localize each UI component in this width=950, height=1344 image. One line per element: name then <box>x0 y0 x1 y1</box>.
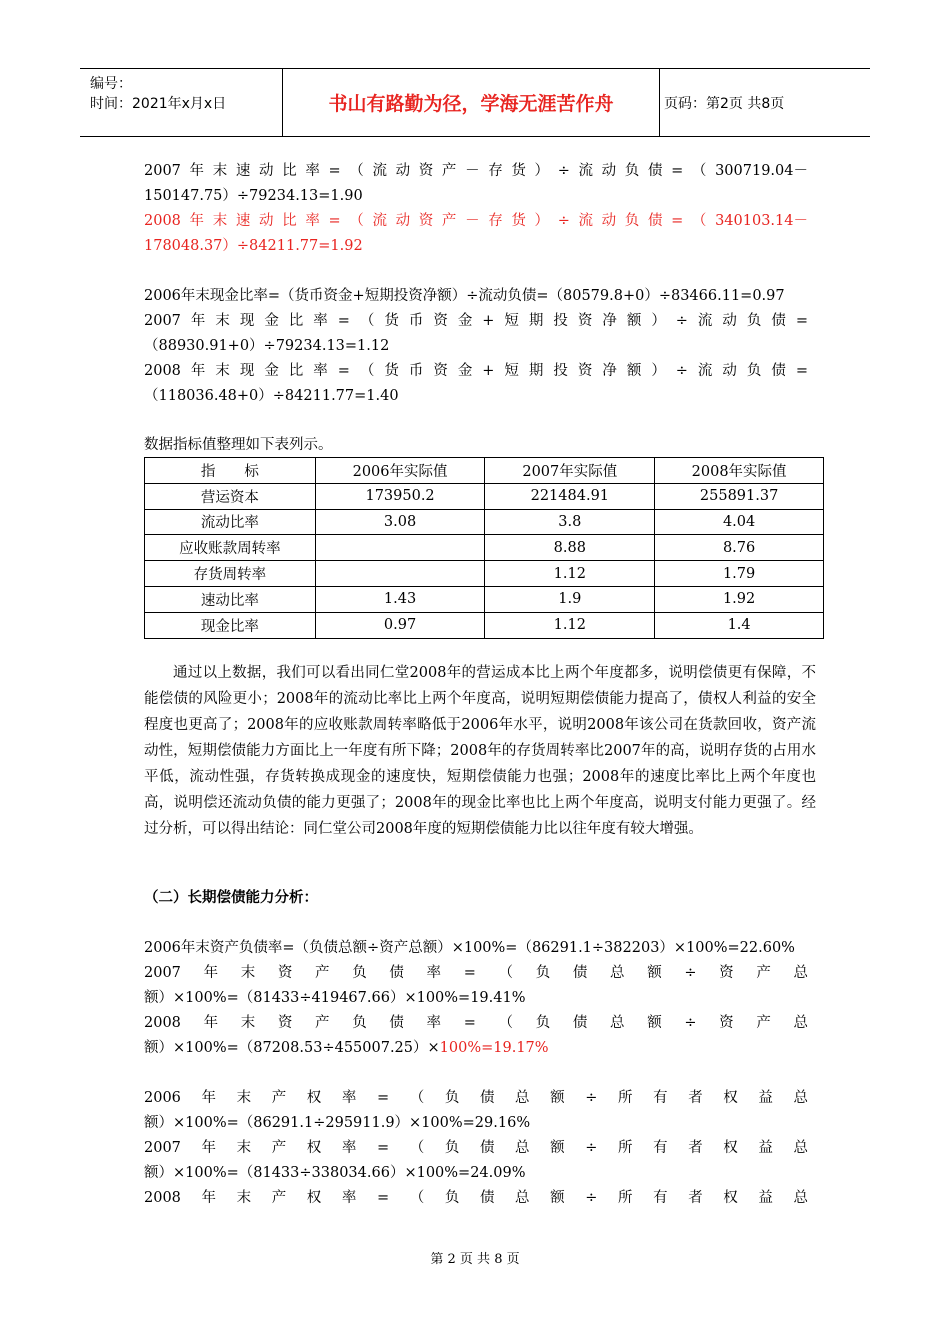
table-cell <box>315 561 485 587</box>
analysis-paragraph: 通过以上数据，我们可以看出同仁堂2008年的营运成本比上两个年度都多，说明偿债更有保障，不能偿债的风险更小；2008年的流动比率比上两个年度高，说明短期偿债能力提高了，债权人利益的安全程度也更高了；2008年的应收账款周转率略低于2006年水平，说明2008年该公司在货款回收，资产流动性，短期偿债能力方面比上一年度有所下降；2008年的存货周转率比2007年的高，说明存货的占用水平低，流动性强，存货转换成现金的速度快，短期偿债能力也强；2008年的速度比率比上两个年度也高，说明偿还流动负债的能力更强了；2008年的现金比率也比上两个年度高，说明支付能力更强了。经过分析，可以得出结论：同仁堂公司2008年度的短期偿债能力比以往年度有较大增强。 <box>144 665 816 837</box>
motto: 书山有路勤为径，学海无涯苦作舟 <box>282 69 660 136</box>
table-cell: 1.12 <box>485 561 655 587</box>
table-row <box>145 612 824 638</box>
table-row <box>145 561 824 587</box>
debt-ratio-2008-line2 <box>144 1038 808 1058</box>
debt-ratio-2007-line2: 额）×100%=（81433÷419467.66）×100%=19.41% <box>144 990 526 1006</box>
equity-ratio-2007-line1: 2007年末产权率=（负债总额÷所有者权益总 <box>144 1140 808 1156</box>
table-cell: 1.4 <box>655 612 824 638</box>
column-header: 指 标 <box>145 458 316 484</box>
table-cell: 1.43 <box>315 586 485 612</box>
table-cell: 3.08 <box>315 509 485 535</box>
equity-ratio-2007-line2: 额）×100%=（81433÷338034.66）×100%=24.09% <box>144 1165 526 1181</box>
debt-ratio-2008-text: 额）×100%=（87208.53÷455007.25）× <box>144 1040 440 1056</box>
debt-ratio-2006: 2006年末资产负债率=（负债总额÷资产总额）×100%=（86291.1÷382203）×100%=22.60% <box>144 940 795 956</box>
table-row <box>145 509 824 535</box>
table-caption: 数据指标值整理如下表列示。 <box>144 437 333 453</box>
table-row <box>145 483 824 509</box>
table-cell: 0.97 <box>315 612 485 638</box>
quick-ratio-2008-line2: 178048.37）÷84211.77=1.92 <box>144 238 363 254</box>
column-header: 2006年实际值 <box>315 458 485 484</box>
table-cell: 4.04 <box>655 509 824 535</box>
equity-ratio-2008-line1: 2008年末产权率=（负债总额÷所有者权益总 <box>144 1190 808 1206</box>
table-cell: 流动比率 <box>145 509 316 535</box>
cash-ratio-2008-line2: （118036.48+0）÷84211.77=1.40 <box>144 388 399 404</box>
table-cell: 速动比率 <box>145 586 316 612</box>
indicator-table <box>144 457 824 639</box>
cash-ratio-2007-line2: （88930.91+0）÷79234.13=1.12 <box>144 338 390 354</box>
cash-ratio-2006: 2006年末现金比率=（货币资金+短期投资净额）÷流动负债=（80579.8+0）÷83466.11=0.97 <box>144 288 785 304</box>
page-number-label: 页码：第2页 共8页 <box>664 95 785 112</box>
quick-ratio-2008-line1: 2008年末速动比率=（流动资产－存货）÷流动负债=（340103.14－ <box>144 213 808 229</box>
table-cell: 3.8 <box>485 509 655 535</box>
table-cell: 1.92 <box>655 586 824 612</box>
table-cell <box>315 535 485 561</box>
section-title: （二）长期偿债能力分析： <box>144 890 318 906</box>
quick-ratio-2007-line2: 150147.75）÷79234.13=1.90 <box>144 188 363 204</box>
page-footer: 第 2 页 共 8 页 <box>430 1252 520 1267</box>
table-cell: 8.76 <box>655 535 824 561</box>
equity-ratio-2006-line2: 额）×100%=（86291.1÷295911.9）×100%=29.16% <box>144 1115 531 1131</box>
table-cell: 1.79 <box>655 561 824 587</box>
table-cell: 1.9 <box>485 586 655 612</box>
table-header-row <box>145 458 824 484</box>
quick-ratio-2007-line1: 2007年末速动比率=（流动资产－存货）÷流动负债=（300719.04－ <box>144 163 808 179</box>
time-label: 时间：2021年x月x日 <box>90 96 227 112</box>
table-cell: 255891.37 <box>655 483 824 509</box>
table-cell: 营运资本 <box>145 483 316 509</box>
equity-ratio-2006-line1: 2006年末产权率=（负债总额÷所有者权益总 <box>144 1090 808 1106</box>
cash-ratio-2007-line1: 2007年末现金比率=（货币资金+短期投资净额）÷流动负债= <box>144 313 808 329</box>
table-cell: 存货周转率 <box>145 561 316 587</box>
cash-ratio-2008-line1: 2008年末现金比率=（货币资金+短期投资净额）÷流动负债= <box>144 363 808 379</box>
table-cell: 8.88 <box>485 535 655 561</box>
table-cell: 173950.2 <box>315 483 485 509</box>
debt-ratio-2007-line1: 2007年末资产负债率=（负债总额÷资产总 <box>144 965 808 981</box>
debt-ratio-2008-line1: 2008年末资产负债率=（负债总额÷资产总 <box>144 1015 808 1031</box>
page-header <box>80 68 870 137</box>
table-cell: 应收账款周转率 <box>145 535 316 561</box>
column-header: 2008年实际值 <box>655 458 824 484</box>
table-cell: 现金比率 <box>145 612 316 638</box>
column-header: 2007年实际值 <box>485 458 655 484</box>
table-row <box>145 586 824 612</box>
debt-ratio-2008-result: 100%=19.17% <box>439 1040 549 1056</box>
table-cell: 1.12 <box>485 612 655 638</box>
table-row <box>145 535 824 561</box>
table-cell: 221484.91 <box>485 483 655 509</box>
number-label: 编号： <box>90 76 132 92</box>
header-meta <box>80 69 280 136</box>
